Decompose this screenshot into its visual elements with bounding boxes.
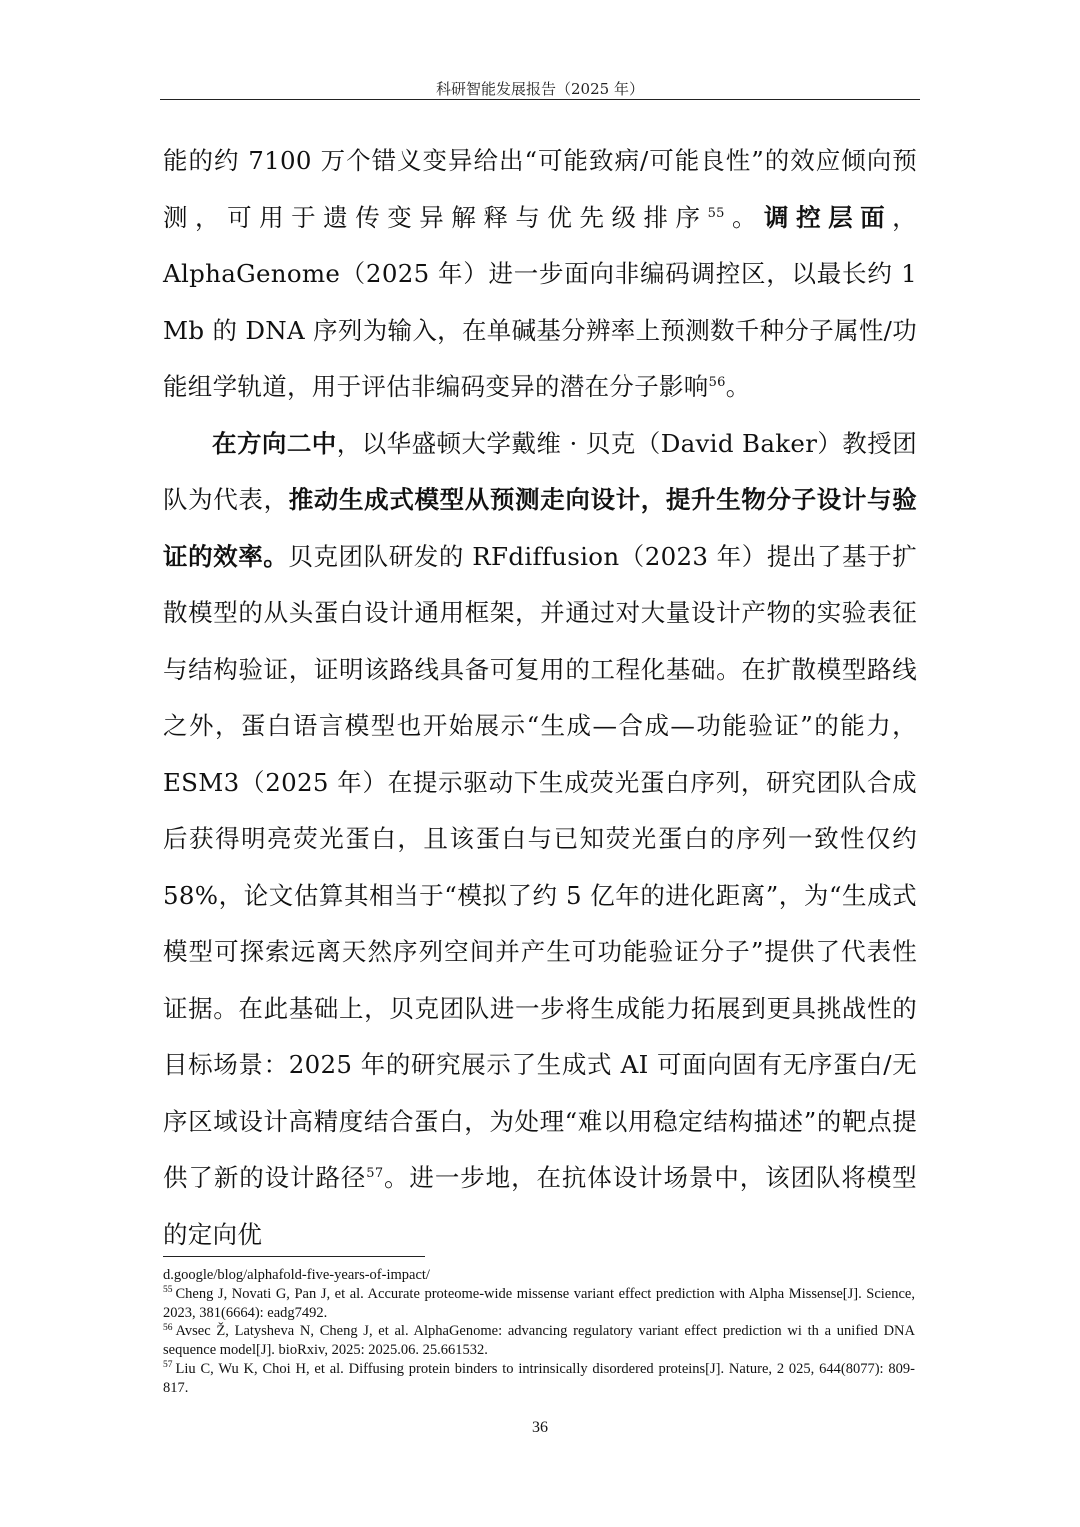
text-run: ，以华盛顿大学戴维 · 贝克（David Baker）教授团队为代表， (163, 428, 917, 514)
footnote-mark: 55 (163, 1284, 173, 1295)
bold-phrase: 调控层面 (764, 202, 893, 232)
footnote-mark: 57 (163, 1360, 173, 1371)
text-run: 贝克团队研发的 RFdiffusion（2023 年）提出了基于扩散模型的从头蛋白设计通用框架，并通过对大量设计产物的实验表征与结构验证，证明该路线具备可复用的工程化基础。在扩散模型路线之外，蛋白语言模型也开始展示“生成—合成—功能验证”的能力，ESM3（2025 年）在提示驱动下生成荧光蛋白序列，研究团队合成后获得明亮荧光蛋白，且该蛋白与已知荧光蛋白的序列一致性仅约 58%，论文估算其相当于“模拟了约 5 亿年的进化距离”，为“生成式模型可探索远离天然序列空间并产生可功能验证分子”提供了代表性证据。在此基础上，贝克团队进一步将生成能力拓展到更具挑战性的目标场景：2025 年的研究展示了生成式 AI 可面向固有无序蛋白/无序区域设计高精度结合蛋白，为处理“难以用稳定结构描述”的靶点提供了新的设计路径 (163, 541, 917, 1192)
running-header: 科研智能发展报告（2025 年） (436, 80, 644, 98)
reference-55: 55 (707, 205, 725, 221)
footnote-55 (163, 1285, 915, 1323)
footnote-separator (163, 1256, 425, 1257)
text-run: 。 (724, 202, 765, 232)
footnote-text: Liu C, Wu K, Choi H, et al. Diffusing protein binders to intrinsically disordered proteins[J]. Nature, 2 025, 644(8077): 809-817. (163, 1360, 915, 1396)
bold-phrase: 推动生成式模型从预测走向设计，提升生物分子设计与验证的效率。 (163, 485, 918, 571)
footnote-text: Avsec Ž, Latysheva N, Cheng J, et al. AlphaGenome: advancing regulatory variant effect prediction wi th a unified DNA sequence model[J]. bioRxiv, 2025: 2025.06. 25.661532. (163, 1323, 915, 1359)
header-rule (160, 99, 920, 100)
text-run: 能的约 7100 万个错义变异给出“可能致病/可能良性”的效应倾向预测，可用于遗传变异解释与优先级排序 (163, 146, 917, 232)
body-text (163, 133, 917, 1263)
footnote-mark: 56 (163, 1322, 173, 1333)
reference-57: 57 (366, 1165, 384, 1181)
reference-56: 56 (708, 374, 726, 390)
footnote-57 (163, 1360, 915, 1398)
footnote-56 (163, 1322, 915, 1360)
footnote-text: Cheng J, Novati G, Pan J, et al. Accurate proteome-wide missense variant effect prediction with Alpha Missense[J]. Science, 2023, 381(6664): eadg7492. (163, 1285, 915, 1321)
bold-phrase: 在方向二中 (212, 428, 337, 458)
text-run: 。 (725, 372, 751, 401)
footnotes (163, 1266, 915, 1398)
text-run: 。进一步地，在抗体设计场景中，该团队将模型的定向优 (163, 1163, 917, 1249)
page-number: 36 (532, 1419, 548, 1436)
footnote-continuation: d.google/blog/alphafold-five-years-of-impact/ (163, 1267, 430, 1283)
paragraph-1 (163, 133, 917, 416)
paragraph-2 (163, 416, 917, 1264)
text-run: ，AlphaGenome（2025 年）进一步面向非编码调控区，以最长约 1 Mb 的 DNA 序列为输入，在单碱基分辨率上预测数千种分子属性/功能组学轨道，用于评估非编码变异的潜在分子影响 (163, 202, 917, 401)
